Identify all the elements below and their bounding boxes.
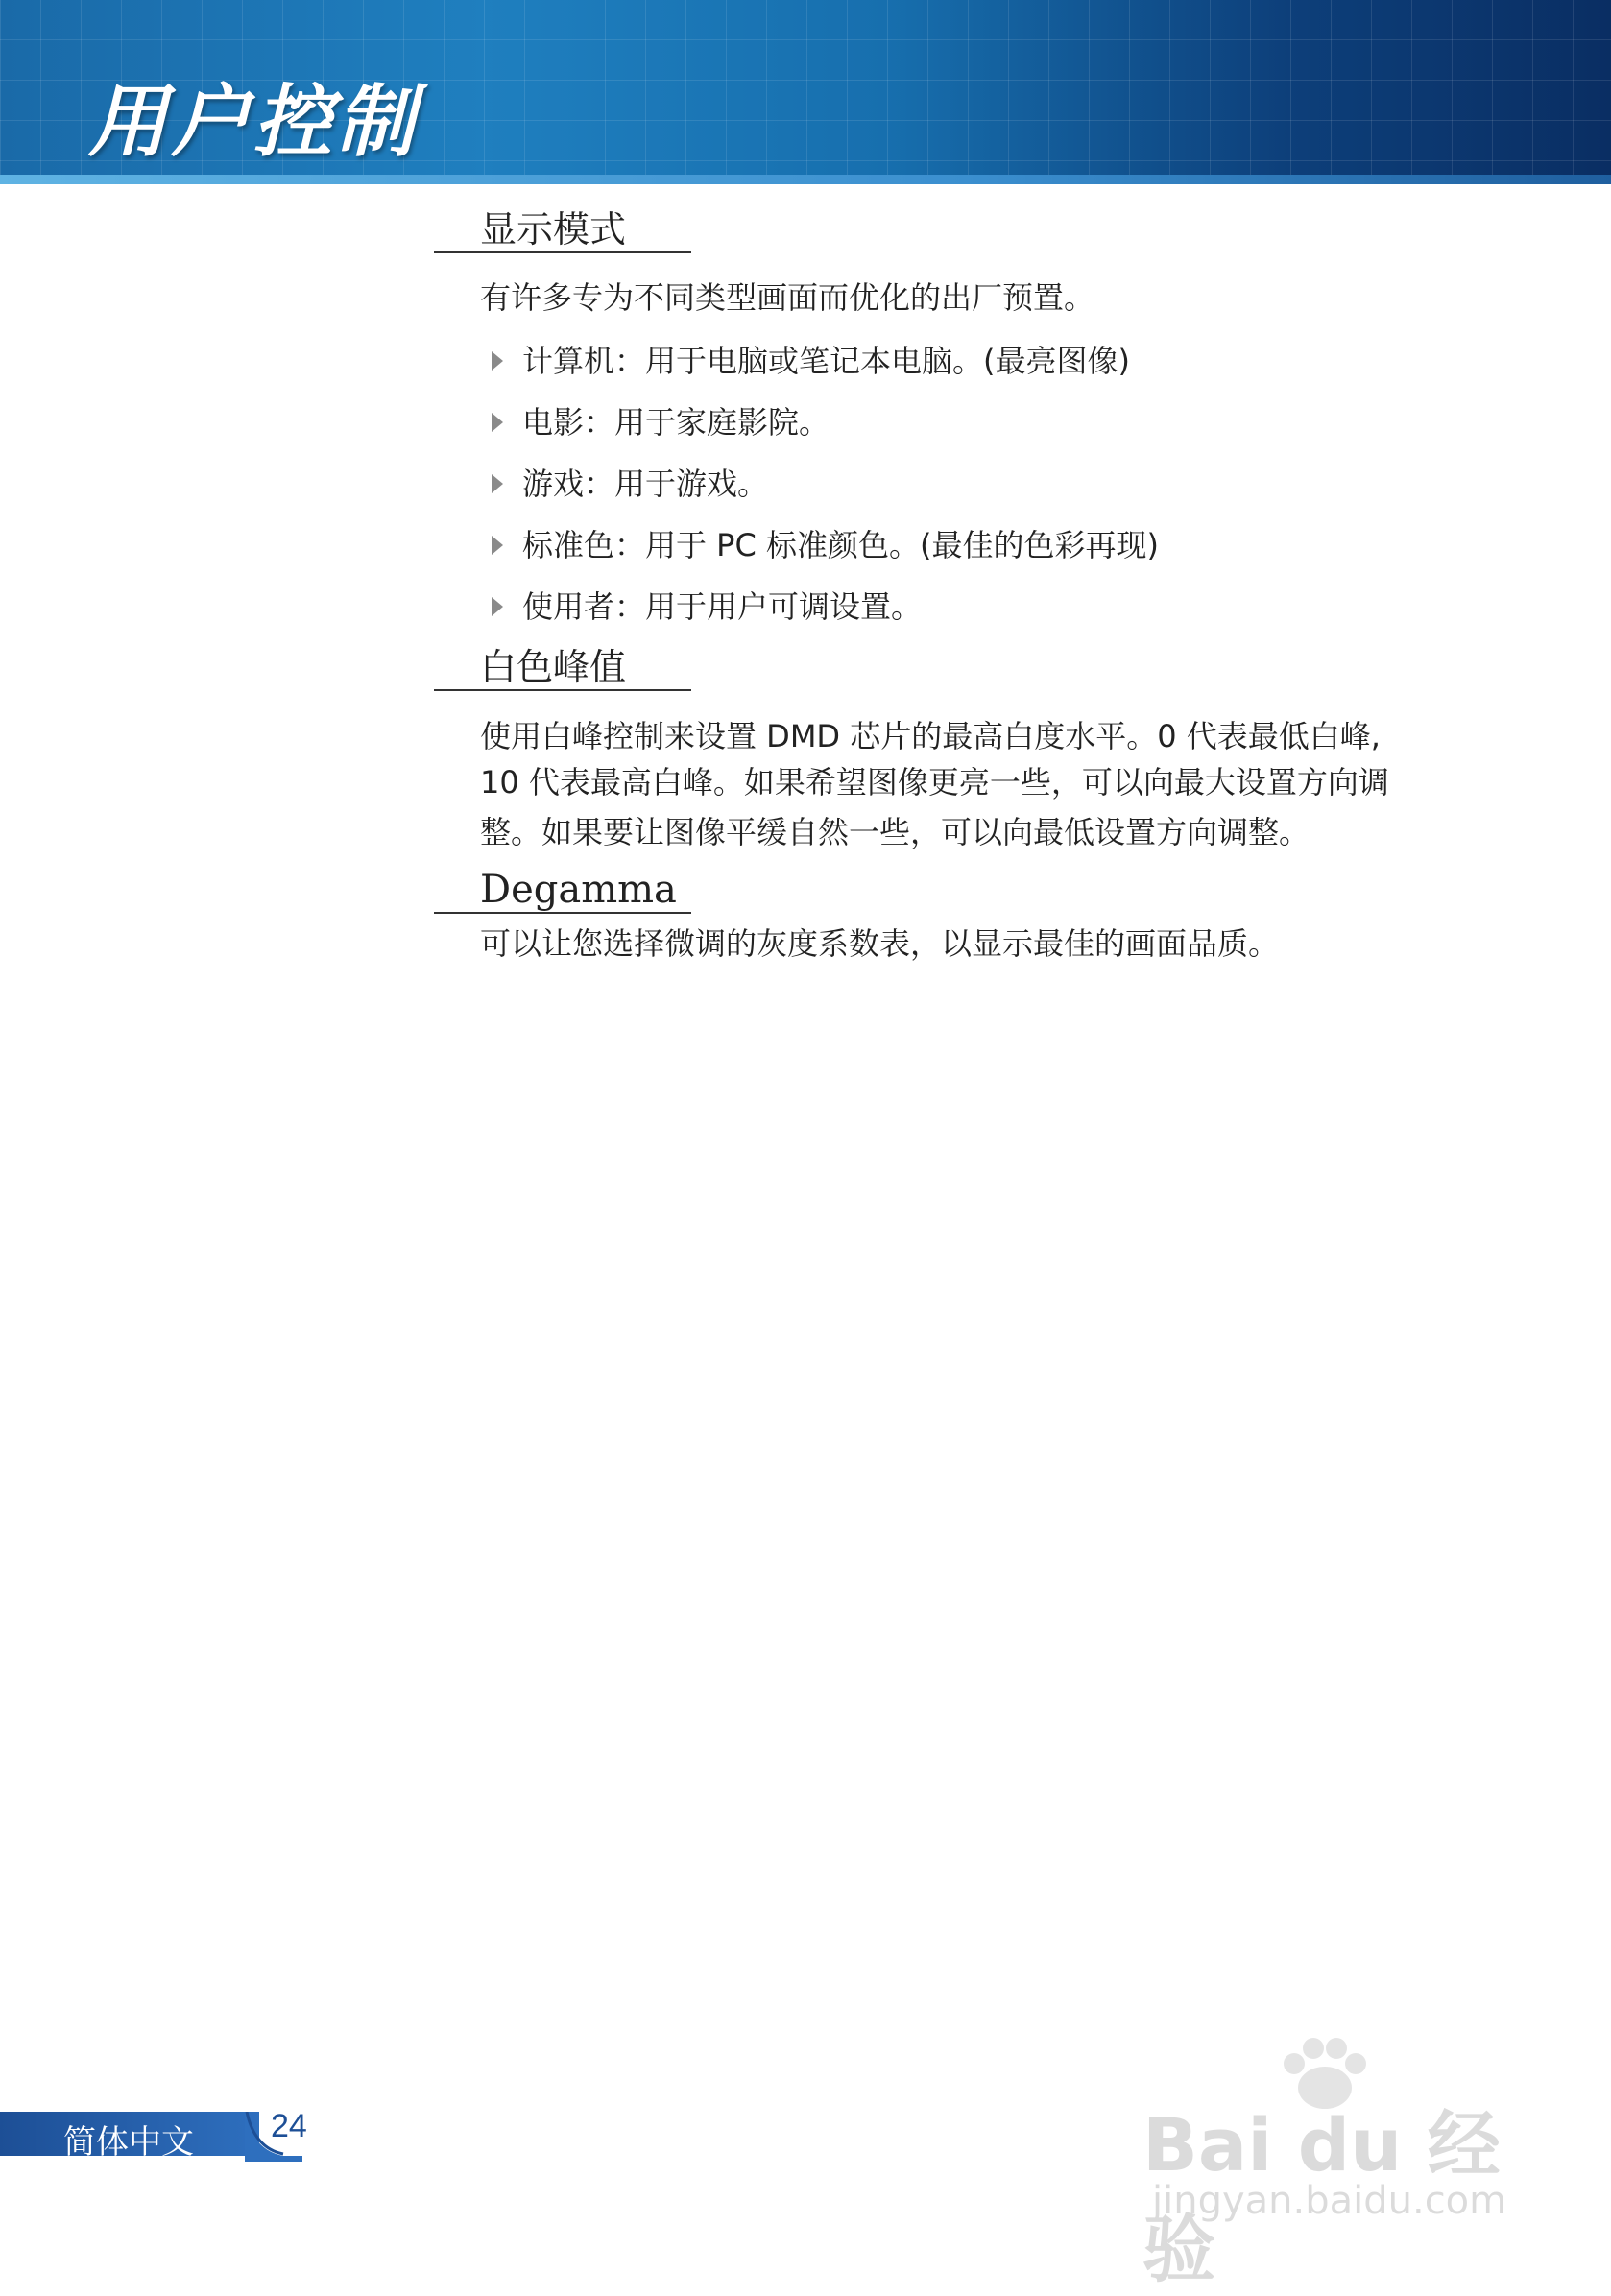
list-item-text: 使用者：用于用户可调设置。 bbox=[522, 588, 923, 625]
watermark-brand: Bai du 经验 bbox=[1142, 2102, 1501, 2292]
list-item bbox=[492, 524, 1509, 566]
bullet-triangle-icon bbox=[492, 413, 503, 432]
bullet-triangle-icon bbox=[492, 597, 503, 616]
section-body-white-peak-line-1: 使用白峰控制来设置 DMD 芯片的最高白度水平。0 代表最低白峰, bbox=[480, 718, 1381, 754]
baidu-watermark bbox=[1133, 2035, 1536, 2292]
list-item-text: 计算机：用于电脑或笔记本电脑。(最亮图像) bbox=[522, 343, 1130, 379]
page-title: 用户控制 bbox=[88, 77, 419, 168]
page-number: 24 bbox=[271, 2108, 307, 2144]
bullet-triangle-icon bbox=[492, 351, 503, 371]
section-body-white-peak-line-2: 10 代表最高白峰。如果希望图像更亮一些，可以向最大设置方向调 bbox=[480, 764, 1389, 801]
section-heading-white-peak: 白色峰值 bbox=[434, 645, 691, 691]
page-header-banner bbox=[0, 0, 1611, 184]
list-item bbox=[492, 401, 1509, 443]
section-heading-display-mode: 显示模式 bbox=[434, 207, 691, 253]
bullet-triangle-icon bbox=[492, 536, 503, 555]
list-item bbox=[492, 586, 1509, 628]
list-item-text: 电影：用于家庭影院。 bbox=[522, 404, 830, 441]
bullet-triangle-icon bbox=[492, 474, 503, 493]
list-item bbox=[492, 340, 1509, 382]
list-item-text: 标准色：用于 PC 标准颜色。(最佳的色彩再现) bbox=[522, 527, 1159, 563]
section-body-degamma: 可以让您选择微调的灰度系数表，以显示最佳的画面品质。 bbox=[480, 925, 1280, 962]
watermark-url: jingyan.baidu.com bbox=[1152, 2179, 1507, 2223]
section-intro-display-mode: 有许多专为不同类型画面而优化的出厂预置。 bbox=[480, 279, 1095, 316]
list-item bbox=[492, 463, 1509, 505]
footer-language-tab bbox=[0, 2112, 307, 2162]
footer-language-label: 简体中文 bbox=[63, 2123, 194, 2162]
list-item-text: 游戏：用于游戏。 bbox=[522, 466, 769, 502]
section-body-white-peak-line-3: 整。如果要让图像平缓自然一些，可以向最低设置方向调整。 bbox=[480, 814, 1310, 850]
section-heading-degamma: Degamma bbox=[434, 868, 691, 914]
